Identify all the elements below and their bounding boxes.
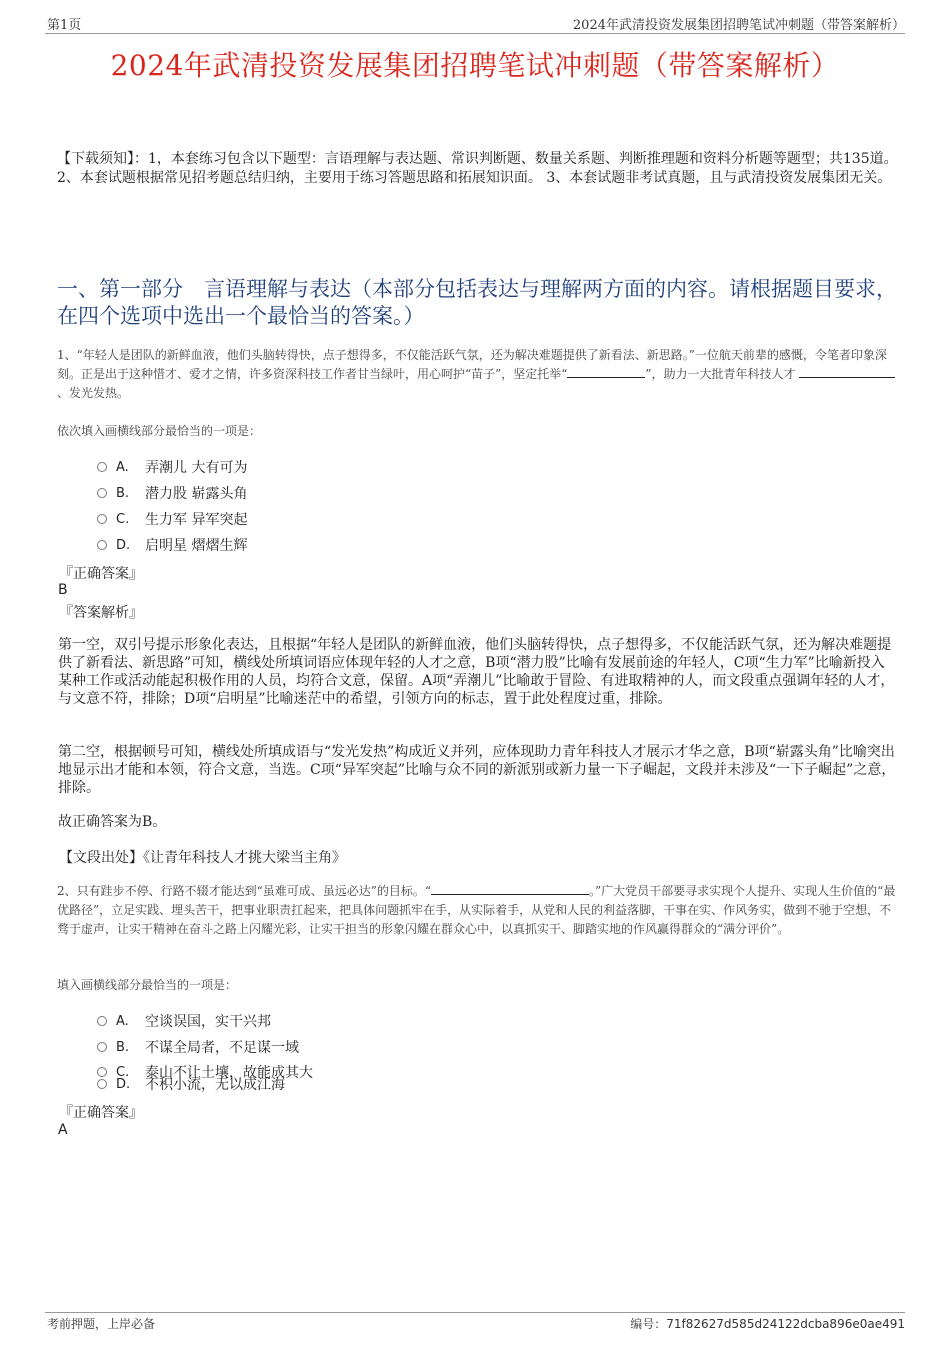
- option-letter: D.: [116, 537, 131, 553]
- question-1-analysis-2: 第二空，根据顿号可知，横线处所填成语与“发光发热”构成近义并列，应体现助力青年科技人才展示才华之意，B项“崭露头角”比喻突出地显示出才能和本领，符合文意，当选。C项“异军突起”比喻与众不同的新派别或新力量一下子崛起，文段并未涉及“一下子崛起”之意，排除。: [58, 744, 896, 796]
- question-1-text: [57, 346, 897, 403]
- radio-icon[interactable]: [97, 1079, 107, 1089]
- option-letter: C.: [116, 511, 130, 527]
- option-letter: B.: [116, 1039, 130, 1055]
- section-heading: 一、第一部分 言语理解与表达（本部分包括表达与理解两方面的内容。请根据题目要求，在四个选项中选出一个最恰当的答案。）: [57, 277, 897, 328]
- question-2-text-before: 2、只有跬步不停、行路不辍才能达到“虽难可成、虽远必达”的目标。“: [57, 884, 432, 898]
- question-2-text-after: 。”广大党员干部要寻求实现个人提升、实现人生价值的“最优路径”，立足实践、埋头苦干，把事业职责扛起来，把具体问题抓牢在手，从实际着手，从党和人民的利益落脚，干事在实、作风务实，做到不驰于空想，不骛于虚声，让实干精神在奋斗之路上闪耀光彩，让实干担当的形象闪耀在群众心中，以真抓实干、脚踏实地的作风赢得群众的“满分评价”。: [57, 884, 896, 936]
- question-2-text: [57, 882, 897, 939]
- download-notice: 【下载须知】：1，本套练习包含以下题型：言语理解与表达题、常识判断题、数量关系题、判断推理题和资料分析题等题型；共135道。 2、本套试题根据常见招考题总结归纳，主要用于练习答题思路和拓展知识面。 3、本套试题非考试真题，且与武清投资发展集团无关。: [57, 151, 898, 186]
- option-text: 启明星 熠熠生辉: [145, 538, 248, 554]
- question-2-option-d[interactable]: [97, 1074, 285, 1094]
- option-text: 弄潮儿 大有可为: [145, 460, 248, 476]
- option-text: 潜力股 崭露头角: [145, 486, 248, 502]
- question-2-option-b[interactable]: [97, 1037, 299, 1057]
- question-1-analysis-label: 『答案解析』: [59, 605, 143, 621]
- question-1-option-d[interactable]: [97, 535, 247, 555]
- option-letter: A.: [116, 459, 129, 475]
- question-1-instruction: 依次填入画横线部分最恰当的一项是：: [57, 424, 262, 438]
- question-1-text-after: 、发光发热。: [57, 386, 130, 400]
- option-letter: B.: [116, 485, 130, 501]
- question-1-blank-2: [799, 365, 895, 378]
- header-doc-title: 2024年武清投资发展集团招聘笔试冲刺题（带答案解析）: [572, 18, 905, 33]
- question-1-blank-1: [567, 365, 645, 378]
- header-page-label: 第1页: [47, 18, 82, 33]
- option-text: 不积小流，无以成江海: [145, 1077, 285, 1093]
- option-text: 泰山不让土壤，故能成其大: [145, 1065, 313, 1081]
- question-1-answer: B: [58, 582, 68, 598]
- question-1-text-before: 1、“年轻人是团队的新鲜血液，他们头脑转得快，点子想得多，不仅能活跃气氛，还为解决难题提供了新看法、新思路。”一位航天前辈的感慨，令笔者印象深刻。正是出于这种惜才、爱才之情，许多资深科技工作者甘当绿叶，用心呵护“苗子”，坚定托举“: [57, 348, 887, 381]
- question-2-instruction: 填入画横线部分最恰当的一项是：: [57, 978, 238, 992]
- question-2-blank: [431, 882, 589, 895]
- option-text: 不谋全局者，不足谋一域: [145, 1040, 299, 1056]
- radio-icon[interactable]: [97, 1016, 107, 1026]
- question-1-analysis-3: 故正确答案为B。: [58, 814, 167, 830]
- footer-doc-id: 编号：71f82627d585d24122dcba896e0ae491: [630, 1317, 905, 1331]
- header-divider: [45, 33, 905, 34]
- question-2-answer-label: 『正确答案』: [59, 1105, 143, 1121]
- radio-icon[interactable]: [97, 488, 107, 498]
- option-letter: A.: [116, 1013, 129, 1029]
- radio-icon[interactable]: [97, 514, 107, 524]
- radio-icon[interactable]: [97, 540, 107, 550]
- question-2-option-a[interactable]: [97, 1011, 271, 1031]
- question-1-option-c[interactable]: [97, 509, 247, 529]
- page-title: 2024年武清投资发展集团招聘笔试冲刺题（带答案解析）: [110, 49, 840, 82]
- option-letter: D.: [116, 1076, 131, 1092]
- option-letter: C.: [116, 1064, 130, 1080]
- question-2-answer: A: [58, 1122, 68, 1138]
- footer-slogan: 考前押题，上岸必备: [47, 1317, 156, 1331]
- question-1-option-a[interactable]: [97, 457, 247, 477]
- question-1-analysis-1: 第一空，双引号提示形象化表达，且根据“年轻人是团队的新鲜血液，他们头脑转得快，点子想得多，不仅能活跃气氛，还为解决难题提供了新看法、新思路”可知，横线处所填词语应体现年轻的人才之意，B项“潜力股”比喻有发展前途的年轻人，C项“生力军”比喻新投入某种工作或活动能起积极作用的人员，均符合文意，保留。A项“弄潮儿”比喻敢于冒险、有进取精神的人，而文段重点强调年轻的人才，与文意不符，排除；D项“启明星”比喻迷茫中的希望，引领方向的标志，置于此处程度过重，排除。: [58, 637, 895, 707]
- option-text: 空谈误国，实干兴邦: [145, 1014, 271, 1030]
- question-1-text-middle: ”，助力一大批青年科技人才: [645, 367, 796, 381]
- radio-icon[interactable]: [97, 1042, 107, 1052]
- question-1-answer-label: 『正确答案』: [59, 566, 143, 582]
- question-1-option-b[interactable]: [97, 483, 247, 503]
- footer-divider: [45, 1312, 905, 1313]
- radio-icon[interactable]: [97, 462, 107, 472]
- option-text: 生力军 异军突起: [145, 512, 248, 528]
- question-1-source: 【文段出处】《让青年科技人才挑大梁当主角》: [59, 850, 346, 866]
